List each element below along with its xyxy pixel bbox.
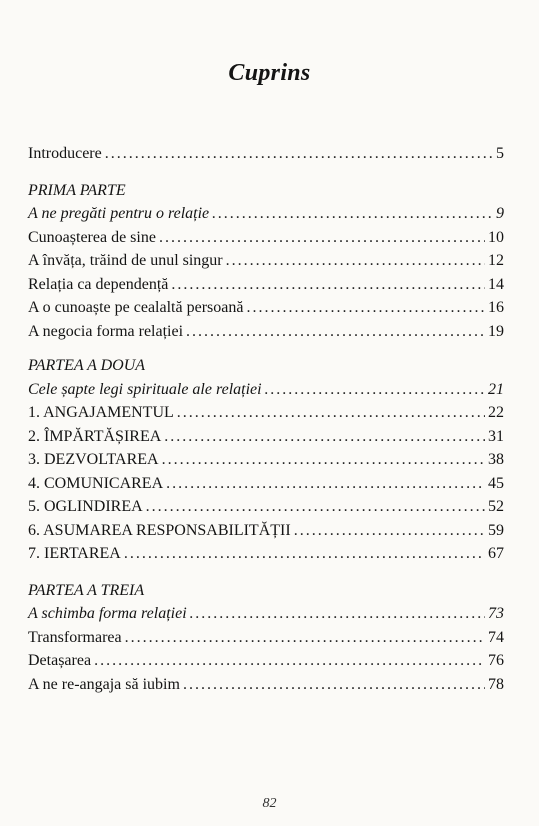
- toc-entry-label: 4. COMUNICAREA: [28, 474, 164, 492]
- toc-entry-label: Detașarea: [28, 652, 92, 669]
- toc-entry-label: 1. ANGAJAMENTUL: [28, 404, 174, 421]
- dot-leader: [124, 542, 485, 566]
- toc-entry-page: 22: [488, 404, 504, 421]
- toc-entry-label: A negocia forma relației: [28, 322, 184, 340]
- toc-part-title-2[interactable]: [28, 378, 504, 402]
- toc-entry-label: A o cunoaște pe cealaltă persoană: [28, 299, 244, 316]
- dot-leader: [190, 602, 485, 626]
- toc-part-title-3[interactable]: [28, 602, 504, 626]
- toc-entry-page: 14: [488, 275, 504, 293]
- toc-entry-page: 31: [488, 427, 504, 445]
- toc-entry[interactable]: [28, 320, 504, 344]
- toc-entry-label: Cunoașterea de sine: [28, 228, 156, 246]
- page-title: Cuprins: [228, 60, 311, 86]
- dot-leader: [146, 495, 485, 519]
- toc-entry-page: 38: [488, 451, 504, 468]
- toc-entry-label: A ne re-angaja să iubim: [28, 675, 180, 693]
- dot-leader: [125, 626, 485, 650]
- toc-entry-page: 74: [488, 628, 504, 646]
- part-heading-3: PARTEA A TREIA: [28, 581, 145, 599]
- dot-leader: [177, 401, 485, 425]
- page-number: 82: [262, 796, 277, 811]
- part-heading-1: PRIMA PARTE: [28, 181, 126, 199]
- dot-leader: [183, 673, 485, 697]
- table-of-contents: [28, 142, 504, 696]
- toc-entry[interactable]: [28, 273, 504, 297]
- toc-entry-label: 7. IERTAREA: [28, 545, 121, 562]
- toc-entry-page: 16: [488, 299, 504, 316]
- toc-entry[interactable]: [28, 495, 504, 519]
- toc-entry[interactable]: [28, 425, 504, 449]
- dot-leader: [164, 425, 485, 449]
- toc-entry[interactable]: [28, 401, 504, 425]
- toc-entry[interactable]: [28, 249, 504, 273]
- toc-entry-label: 6. ASUMAREA RESPONSABILITĂȚII: [28, 521, 291, 539]
- toc-entry[interactable]: [28, 519, 504, 543]
- toc-entry-page: 19: [488, 322, 504, 340]
- toc-entry-page: 59: [488, 521, 504, 539]
- toc-entry[interactable]: [28, 472, 504, 496]
- toc-entry-label: 3. DEZVOLTAREA: [28, 451, 159, 468]
- toc-entry-page: 21: [488, 380, 504, 398]
- toc-entry[interactable]: [28, 296, 504, 320]
- toc-entry-label: Introducere: [28, 145, 102, 162]
- toc-entry-page: 9: [496, 205, 504, 222]
- toc-entry-page: 10: [488, 228, 504, 246]
- toc-entry[interactable]: [28, 542, 504, 566]
- dot-leader: [105, 142, 493, 166]
- toc-entry-label: 5. OGLINDIREA: [28, 498, 143, 515]
- toc-entry[interactable]: [28, 673, 504, 697]
- toc-entry-label: Transformarea: [28, 628, 122, 646]
- toc-entry[interactable]: [28, 649, 504, 673]
- dot-leader: [246, 296, 485, 320]
- dot-leader: [159, 226, 485, 250]
- toc-part-title-1[interactable]: [28, 202, 504, 226]
- toc-entry-label: A învăța, trăind de unul singur: [28, 252, 223, 269]
- toc-entry-label: A ne pregăti pentru o relație: [28, 205, 210, 222]
- toc-entry-page: 76: [488, 652, 504, 669]
- dot-leader: [94, 649, 485, 673]
- dot-leader: [226, 249, 485, 273]
- dot-leader: [186, 320, 485, 344]
- toc-entry-label: 2. ÎMPĂRTĂȘIREA: [28, 427, 162, 445]
- toc-entry-label: Relația ca dependență: [28, 275, 169, 293]
- toc-entry-page: 52: [488, 498, 504, 515]
- dot-leader: [166, 472, 485, 496]
- toc-entry[interactable]: [28, 448, 504, 472]
- toc-entry-intro[interactable]: [28, 142, 504, 166]
- toc-entry-label: Cele șapte legi spirituale ale relației: [28, 380, 262, 398]
- toc-entry-page: 12: [488, 252, 504, 269]
- toc-entry[interactable]: [28, 226, 504, 250]
- toc-entry-label: A schimba forma relației: [28, 605, 187, 622]
- toc-entry-page: 67: [488, 545, 504, 562]
- toc-entry-page: 78: [488, 675, 504, 693]
- part-heading-2: PARTEA A DOUA: [28, 357, 146, 374]
- toc-entry-page: 5: [496, 145, 504, 162]
- toc-entry[interactable]: [28, 626, 504, 650]
- toc-entry-page: 45: [488, 474, 504, 492]
- dot-leader: [162, 448, 485, 472]
- dot-leader: [212, 202, 493, 226]
- dot-leader: [265, 378, 485, 402]
- dot-leader: [171, 273, 485, 297]
- dot-leader: [294, 519, 485, 543]
- toc-entry-page: 73: [488, 605, 504, 622]
